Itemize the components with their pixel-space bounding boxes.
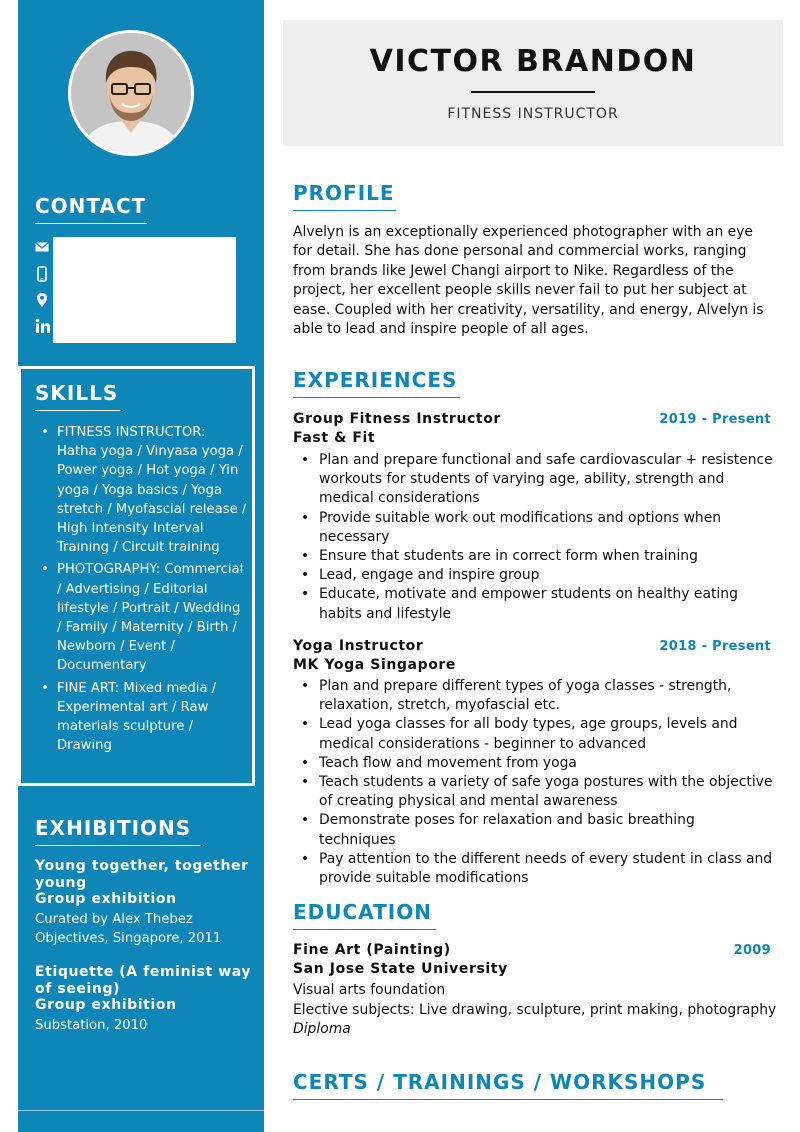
skill-item: • FINE ART: Mixed media / Experimental art / Raw materials sculpture / Drawing: [38, 679, 248, 756]
profile-heading-underline: [293, 210, 396, 211]
exhibition-detail: Curated by Alex Thebez Objectives, Singapore, 2011: [35, 911, 222, 946]
skills-list: [38, 423, 248, 758]
exhibition-title: Etiquette (A feminist way of seeing): [35, 964, 252, 997]
education-year: 2009: [733, 943, 771, 958]
job-duty: • Plan and prepare different types of yoga classes - strength, relaxation, stretch, myofascial etc.: [297, 677, 775, 715]
sidebar: [18, 0, 264, 1132]
education-award: Diploma: [293, 1021, 351, 1037]
linkedin-icon: [35, 318, 53, 344]
sidebar-bottom-divider: [18, 1110, 264, 1111]
job-duty: • Teach flow and movement from yoga: [297, 754, 775, 773]
portrait-photo: [71, 33, 191, 153]
job-company: Fast & Fit: [293, 430, 376, 446]
map-pin-icon: [35, 292, 53, 318]
education-heading-underline: [293, 929, 436, 930]
job-duty: • Educate, motivate and empower students on healthy eating habits and lifestyle: [297, 585, 775, 623]
contact-icons: [35, 240, 53, 344]
education-detail: Visual arts foundation: [293, 982, 446, 998]
job-header: [293, 411, 773, 429]
job-duty: • Lead yoga classes for all body types, age groups, levels and medical considerations - beginner to advanced: [297, 715, 775, 753]
job-duty: • Pay attention to the different needs of every student in class and provide suitable modifications: [297, 850, 775, 888]
job-date: 2018 - Present: [659, 639, 771, 654]
contact-details-box: [53, 237, 236, 343]
job-duty: • Teach students a variety of safe yoga postures with the objective of creating physical and mental awareness: [297, 773, 775, 811]
exhibitions-heading: EXHIBITIONS: [35, 816, 192, 840]
skills-box: [18, 366, 255, 786]
job-role: Yoga Instructor: [293, 638, 424, 654]
skills-heading-underline: [35, 410, 121, 411]
job-duty: • Lead, engage and inspire group: [297, 566, 775, 585]
education-header: [293, 942, 773, 960]
exhibition-type: Group exhibition: [35, 997, 177, 1013]
exhibition-item: [35, 858, 255, 949]
job-duty: • Provide suitable work out modifications and options when necessary: [297, 509, 775, 547]
experiences-heading-underline: [293, 397, 460, 398]
job-duty: • Demonstrate poses for relaxation and basic breathing techniques: [297, 811, 775, 849]
education-heading: EDUCATION: [293, 900, 432, 924]
contact-heading: CONTACT: [35, 194, 147, 218]
job-date: 2019 - Present: [659, 412, 771, 427]
profile-heading: PROFILE: [293, 181, 395, 205]
education-detail: Elective subjects: Live drawing, sculpture, print making, photography: [293, 1002, 777, 1018]
job-company: MK Yoga Singapore: [293, 657, 457, 673]
skills-heading: SKILLS: [35, 381, 119, 405]
certs-heading: CERTS / TRAININGS / WORKSHOPS: [293, 1070, 707, 1094]
skill-item: • FITNESS INSTRUCTOR: Hatha yoga / Vinyasa yoga / Power yoga / Hot yoga / Yin yoga / Yoga basics / Yoga stretch / Myofascial release / High Intensity Interval Training / Circuit training: [38, 423, 248, 557]
avatar: [68, 30, 194, 156]
job-header: [293, 638, 773, 656]
exhibition-item: [35, 964, 255, 1035]
name-underline: [471, 91, 595, 93]
job-duty: • Ensure that students are in correct form when training: [297, 547, 775, 566]
exhibition-type: Group exhibition: [35, 891, 177, 907]
profile-text: Alvelyn is an exceptionally experienced photographer with an eye for detail. She has done personal and commercial works, ranging from brands like Jewel Changi airport to Nike. Regardless of the project, her excellent people skills never fail to put her subject at ease. Coupled with her creativity, versatility, and energy, Alvelyn is able to lead and inspire people of all ages.: [293, 224, 764, 338]
envelope-icon: [35, 240, 53, 266]
skill-item: • PHOTOGRAPHY: Commercial / Advertising / Editorial lifestyle / Portrait / Wedding / Family / Maternity / Birth / Newborn / Event / Documentary: [38, 560, 248, 675]
experiences-heading: EXPERIENCES: [293, 368, 458, 392]
job-role: Group Fitness Instructor: [293, 411, 501, 427]
contact-heading-underline: [35, 223, 147, 224]
job-duty: • Plan and prepare functional and safe cardiovascular + resistence workouts for students of varying age, ability, strength and medical considerations: [297, 451, 775, 509]
person-title: FITNESS INSTRUCTOR: [447, 106, 619, 122]
certs-heading-underline: [293, 1099, 723, 1100]
exhibitions-heading-underline: [35, 845, 201, 846]
person-name: VICTOR BRANDON: [369, 44, 697, 79]
exhibition-detail: Substation, 2010: [35, 1017, 148, 1033]
education-school: San Jose State University: [293, 961, 508, 977]
education-degree: Fine Art (Painting): [293, 942, 451, 958]
job-duties-list: [297, 451, 775, 624]
exhibition-title: Young together, together young: [35, 858, 249, 891]
job-duties-list: [297, 677, 775, 888]
mobile-phone-icon: [35, 266, 53, 292]
resume-header: [283, 20, 783, 146]
